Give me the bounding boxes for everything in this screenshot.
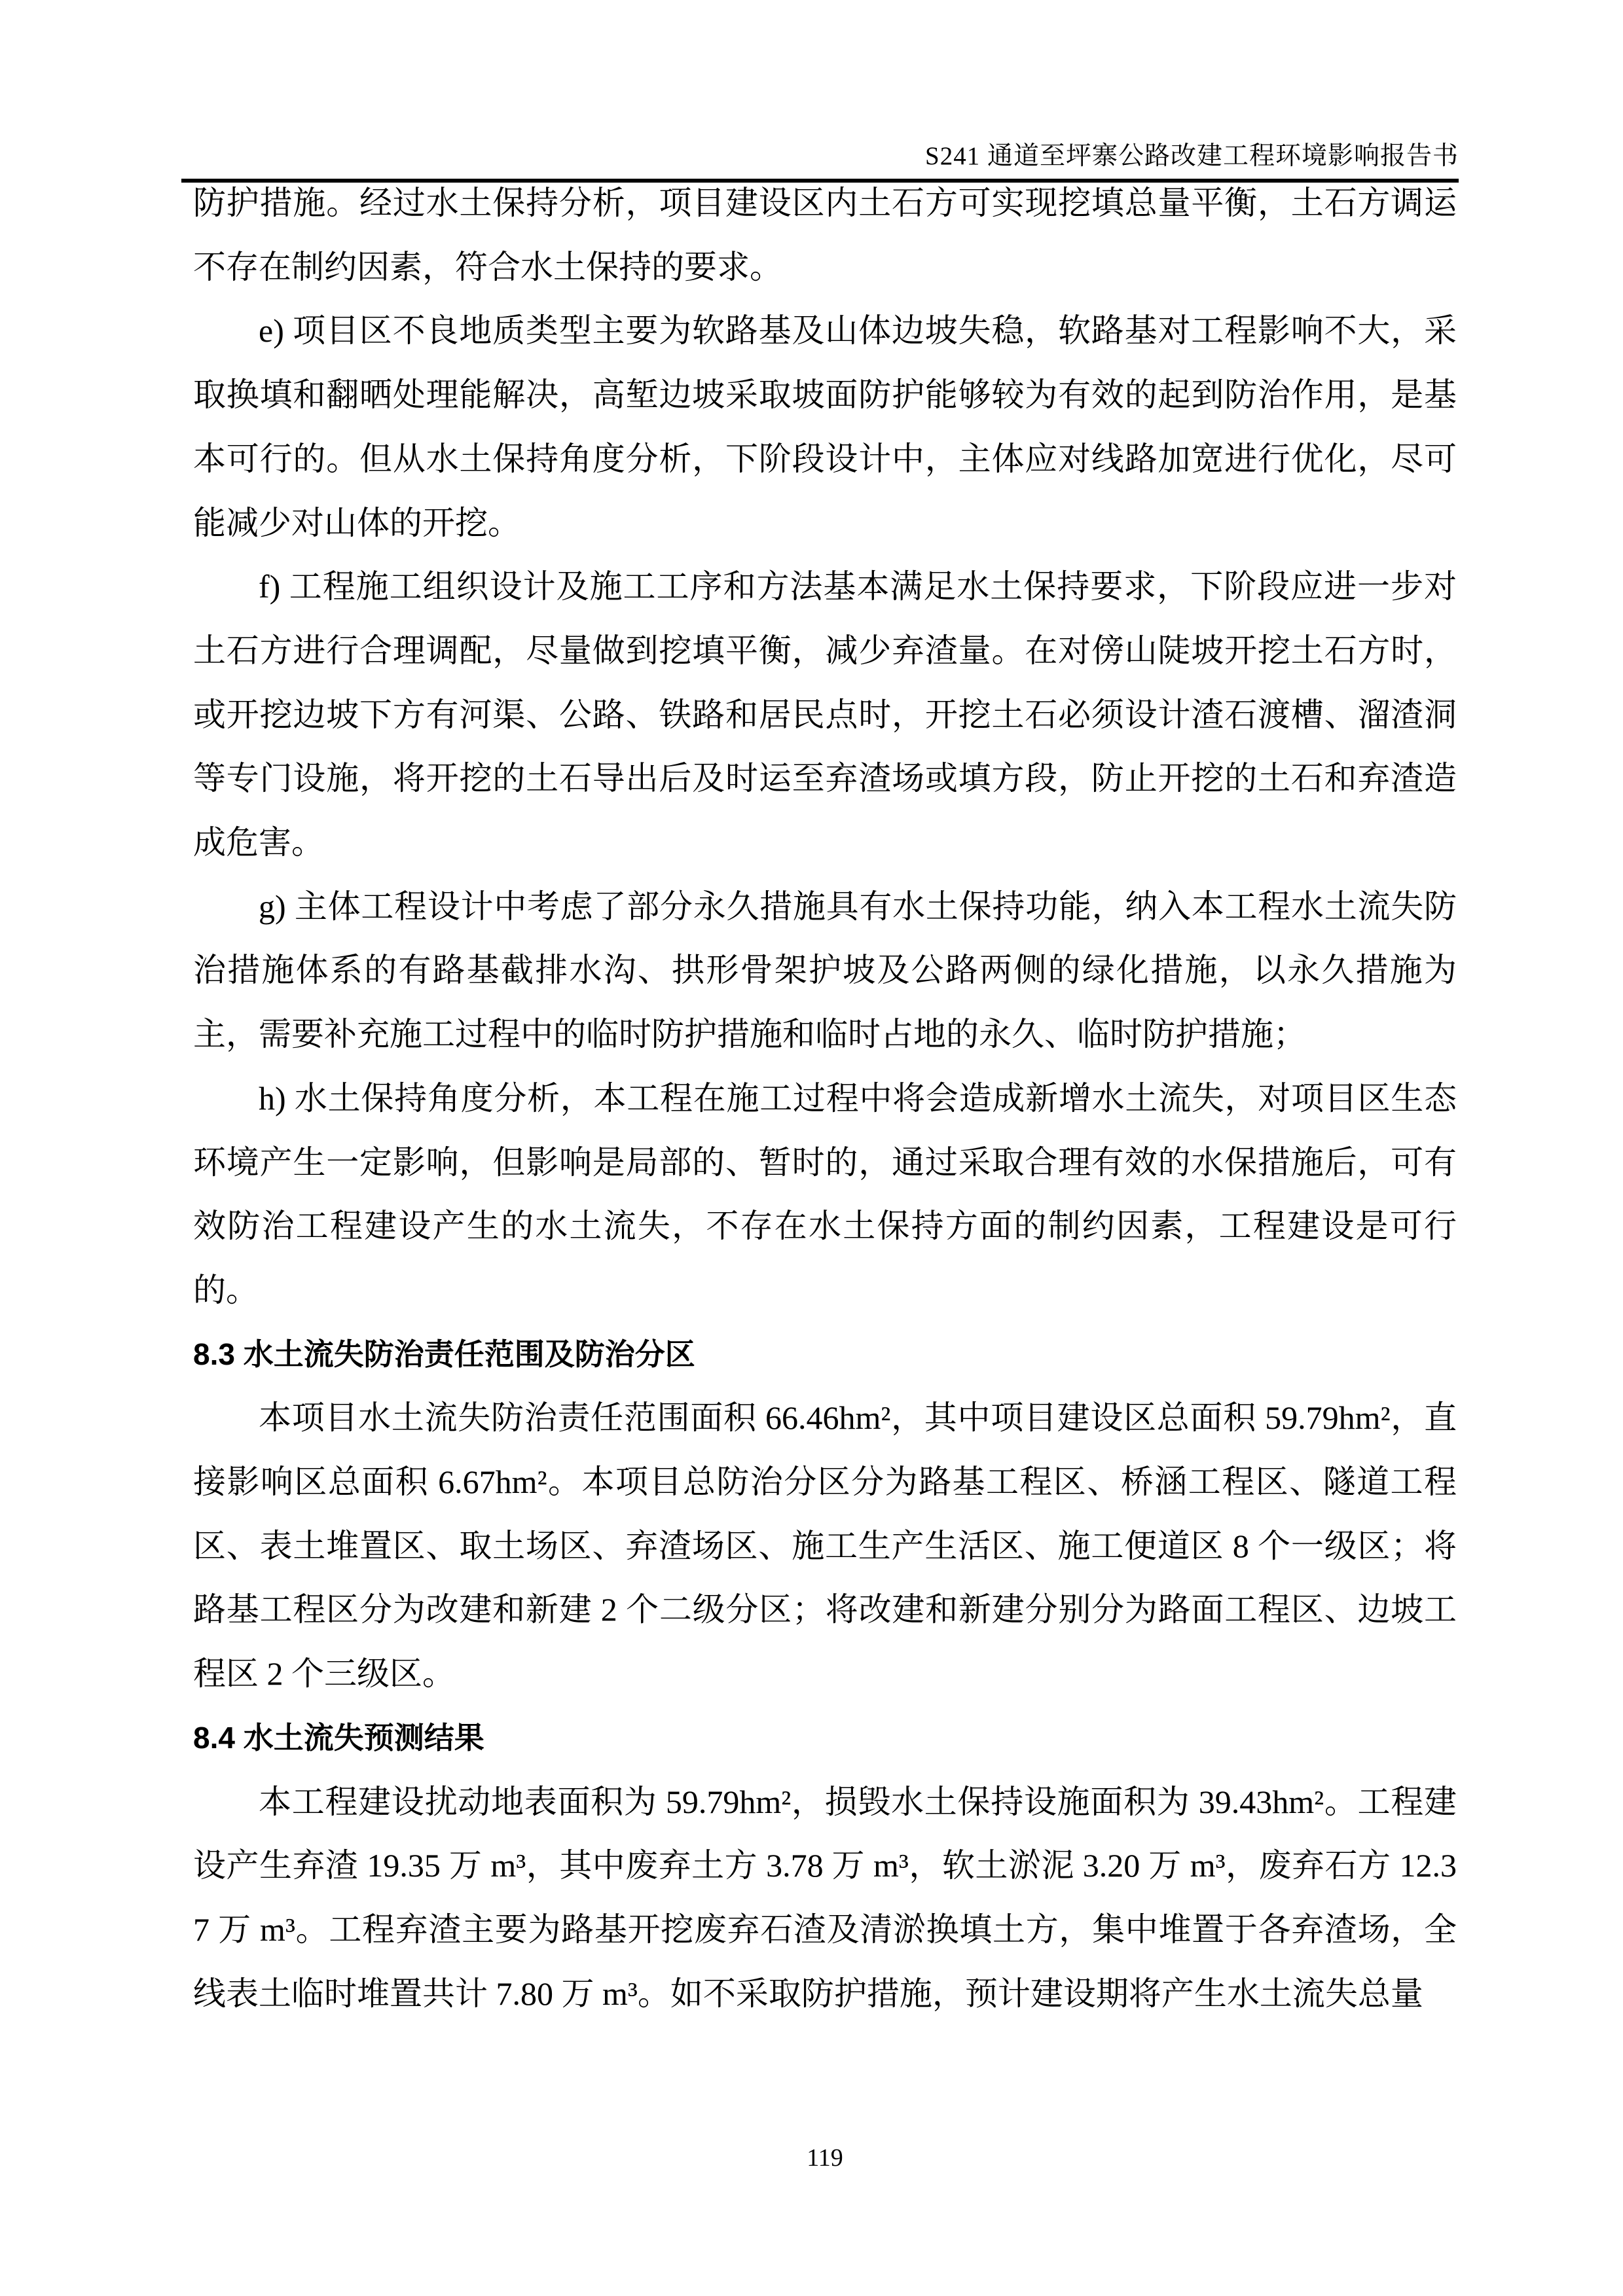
list-item-g: g) 主体工程设计中考虑了部分永久措施具有水土保持功能，纳入本工程水土流失防治措施体系的有路基截排水沟、拱形骨架护坡及公路两侧的绿化措施，以永久措施为主，需要补充施工过程中的临时防护措施和临时占地的永久、临时防护措施；	[193, 888, 1457, 1053]
list-item-h: h) 水土保持角度分析，本工程在施工过程中将会造成新增水土流失，对项目区生态环境产生一定影响，但影响是局部的、暂时的，通过采取合理有效的水保措施后，可有效防治工程建设产生的水土流失，不存在水土保持方面的制约因素，工程建设是可行的。	[193, 1079, 1457, 1308]
header-title: S241 通道至坪寨公路改建工程环境影响报告书	[181, 0, 1459, 183]
list-item-f: f) 工程施工组织设计及施工工序和方法基本满足水土保持要求，下阶段应进一步对土石方进行合理调配，尽量做到挖填平衡，减少弃渣量。在对傍山陡坡开挖土石方时，或开挖边坡下方有河渠、公路、铁路和居民点时，开挖土石必须设计渣石渡槽、溜渣洞等专门设施，将开挖的土石导出后及时运至弃渣场或填方段，防止开挖的土石和弃渣造成危害。	[193, 568, 1457, 861]
document-body	[193, 171, 1457, 2026]
paragraph-8-3: 本项目水土流失防治责任范围面积 66.46hm²，其中项目建设区总面积 59.79hm²，直接影响区总面积 6.67hm²。本项目总防治分区分为路基工程区、桥涵工程区、隧道工程区、表土堆置区、取土场区、弃渣场区、施工生产生活区、施工便道区 8 个一级区；将路基工程区分为改建和新建 2 个二级分区；将改建和新建分别分为路面工程区、边坡工程区 2 个三级区。	[193, 1399, 1457, 1693]
paragraph-continuation: 防护措施。经过水土保持分析，项目建设区内土石方可实现挖填总量平衡，土石方调运不存在制约因素，符合水土保持的要求。	[193, 185, 1457, 285]
page-number: 119	[807, 2144, 843, 2172]
paragraph-8-4: 本工程建设扰动地表面积为 59.79hm²，损毁水土保持设施面积为 39.43hm²。工程建设产生弃渣 19.35 万 m³，其中废弃土方 3.78 万 m³，软土淤泥 3.20 万 m³，废弃石方 12.37 万 m³。工程弃渣主要为路基开挖废弃石渣及清淤换填土方，集中堆置于各弃渣场，全线表土临时堆置共计 7.80 万 m³。如不采取防护措施，预计建设期将产生水土流失总量	[193, 1783, 1457, 2012]
page-footer	[193, 2145, 1457, 2170]
section-heading-8-4: 8.4 水土流失预测结果	[193, 1720, 484, 1755]
list-item-e: e) 项目区不良地质类型主要为软路基及山体边坡失稳，软路基对工程影响不大，采取换填和翻晒处理能解决，高堑边坡采取坡面防护能够较为有效的起到防治作用，是基本可行的。但从水土保持角度分析，下阶段设计中，主体应对线路加宽进行优化，尽可能减少对山体的开挖。	[193, 312, 1457, 541]
page-header	[181, 0, 1459, 183]
section-heading-8-3: 8.3 水土流失防治责任范围及防治分区	[193, 1336, 695, 1371]
